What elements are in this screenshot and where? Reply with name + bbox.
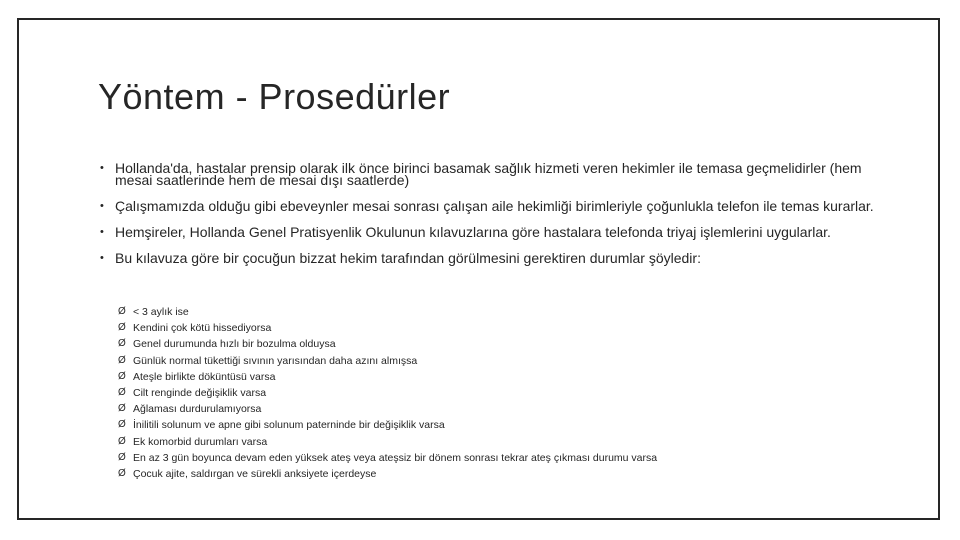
sub-item <box>118 353 657 369</box>
bullet-text: Çalışmamızda olduğu gibi ebeveynler mesai sonrası çalışan aile hekimliği birimleriyle çoğunlukla telefon ile temas kurarlar. <box>115 198 874 214</box>
bullet-dot-icon: • <box>100 252 104 264</box>
bullet-list <box>100 162 880 264</box>
bullet-dot-icon: • <box>100 200 104 212</box>
sub-item-text: Kendini çok kötü hissediyorsa <box>133 322 272 335</box>
bullet-dot-icon: • <box>100 162 104 174</box>
bullet-text: Hollanda'da, hastalar prensip olarak ilk önce birinci basamak sağlık hizmeti veren hekimler ile temasa geçmelidirler (hem mesai saatlerinde hem de mesai dışı saatlerde) <box>115 160 862 188</box>
bullet-text: Hemşireler, Hollanda Genel Pratisyenlik Okulunun kılavuzlarına göre hastalara telefonda triyaj işlemlerini uygularlar. <box>115 224 831 240</box>
slide-title: Yöntem - Prosedürler <box>98 76 451 117</box>
sub-item <box>118 336 657 352</box>
bullet-item <box>100 226 880 238</box>
arrow-bullet-icon: Ø <box>118 322 126 334</box>
bullet-item <box>100 162 880 186</box>
arrow-bullet-icon: Ø <box>118 306 126 317</box>
sub-item-text: Genel durumunda hızlı bir bozulma olduysa <box>133 338 336 351</box>
bullet-text: Bu kılavuza göre bir çocuğun bizzat hekim tarafından görülmesini gerektiren durumlar şöyledir: <box>115 250 701 266</box>
arrow-bullet-icon: Ø <box>118 435 126 447</box>
arrow-bullet-icon: Ø <box>118 338 126 350</box>
arrow-bullet-icon: Ø <box>118 403 126 415</box>
sub-list <box>118 304 657 482</box>
bullet-item <box>100 252 880 264</box>
sub-item <box>118 385 657 401</box>
sub-item-text: En az 3 gün boyunca devam eden yüksek ateş veya ateşsiz bir dönem sonrası tekrar ateş çıkması durumu varsa <box>133 451 658 464</box>
sub-item <box>118 466 657 482</box>
arrow-bullet-icon: Ø <box>118 387 126 399</box>
bullet-item <box>100 200 880 212</box>
sub-item <box>118 304 657 320</box>
sub-item-text: İnilitili solunum ve apne gibi solunum paterninde bir değişiklik varsa <box>133 419 445 432</box>
sub-item <box>118 320 657 336</box>
sub-item <box>118 401 657 417</box>
sub-item-text: Ağlaması durdurulamıyorsa <box>133 403 262 416</box>
sub-item <box>118 450 657 466</box>
arrow-bullet-icon: Ø <box>118 354 126 366</box>
arrow-bullet-icon: Ø <box>118 370 126 382</box>
bullet-dot-icon: • <box>100 226 104 238</box>
sub-item-text: Ateşle birlikte döküntüsü varsa <box>133 370 276 383</box>
sub-item-text: Günlük normal tükettiği sıvının yarısından daha azını almışsa <box>133 354 418 367</box>
sub-item <box>118 417 657 433</box>
arrow-bullet-icon: Ø <box>118 419 126 431</box>
arrow-bullet-icon: Ø <box>118 451 126 463</box>
sub-item <box>118 434 657 450</box>
sub-item <box>118 369 657 385</box>
arrow-bullet-icon: Ø <box>118 468 126 480</box>
sub-item-text: Cilt renginde değişiklik varsa <box>133 387 267 400</box>
sub-item-text: Çocuk ajite, saldırgan ve sürekli anksiyete içerdeyse <box>133 468 377 481</box>
sub-item-text: < 3 aylık ise <box>133 306 189 318</box>
sub-item-text: Ek komorbid durumları varsa <box>133 435 268 448</box>
